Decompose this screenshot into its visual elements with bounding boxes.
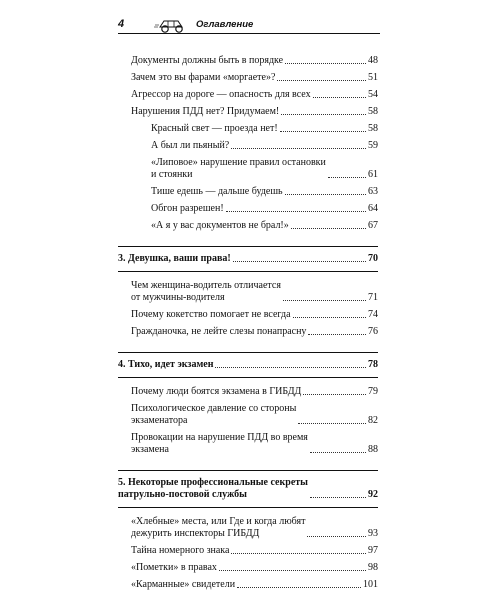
leader-dots — [231, 148, 366, 149]
entry-page-number: 58 — [368, 123, 378, 134]
toc-section-heading — [118, 359, 378, 371]
toc-entry — [118, 89, 378, 101]
leader-dots — [277, 80, 366, 81]
leader-dots — [285, 194, 366, 195]
car-icon — [154, 15, 194, 35]
toc-entry — [118, 203, 378, 215]
leader-dots — [233, 261, 366, 262]
leader-dots — [310, 497, 366, 498]
section-divider — [118, 246, 378, 247]
entry-page-number: 61 — [368, 169, 378, 180]
leader-dots — [281, 114, 366, 115]
leader-dots — [328, 177, 366, 178]
leader-dots — [280, 131, 366, 132]
entry-page-number: 48 — [368, 55, 378, 66]
entry-page-number: 98 — [368, 562, 378, 573]
entry-label: Нарушения ПДД нет? Придумаем! — [131, 106, 280, 117]
toc-entry — [118, 545, 378, 557]
leader-dots — [219, 570, 366, 571]
entry-label: Провокации на нарушение ПДД во время экзамена — [131, 432, 308, 455]
section-heading-rule — [118, 507, 378, 508]
entry-label: Обгон разрешен! — [151, 203, 224, 214]
leader-dots — [307, 536, 366, 537]
section-divider — [118, 352, 378, 353]
toc-entry — [118, 386, 378, 398]
toc-entry — [118, 186, 378, 198]
leader-dots — [293, 317, 366, 318]
entry-label: Зачем это вы фарами «моргаете»? — [131, 72, 276, 83]
toc-entry — [118, 280, 378, 304]
entry-page-number: 92 — [368, 489, 378, 500]
entry-page-number: 78 — [368, 359, 378, 370]
entry-page-number: 93 — [368, 528, 378, 539]
leader-dots — [308, 334, 366, 335]
table-of-contents — [118, 55, 378, 596]
leader-dots — [313, 97, 366, 98]
entry-page-number: 70 — [368, 253, 378, 264]
toc-entry — [118, 579, 378, 591]
header-rule — [118, 33, 380, 34]
entry-page-number: 59 — [368, 140, 378, 151]
toc-entry — [118, 140, 378, 152]
entry-label: Документы должны быть в порядке — [131, 55, 284, 66]
entry-label: «А я у вас документов не брал!» — [151, 220, 289, 231]
toc-entry — [118, 326, 378, 338]
toc-section-heading — [118, 253, 378, 265]
leader-dots — [298, 423, 366, 424]
entry-label: «Липовое» нарушение правил остановки и стоянки — [151, 157, 326, 180]
entry-page-number: 97 — [368, 545, 378, 556]
entry-label: 5. Некоторые профессиональные секреты патрульно-постовой службы — [118, 477, 308, 500]
toc-entry — [118, 157, 378, 181]
leader-dots — [215, 367, 366, 368]
entry-label: Гражданочка, не лейте слезы понапрасну — [131, 326, 307, 337]
leader-dots — [226, 211, 366, 212]
toc-entry — [118, 72, 378, 84]
leader-dots — [310, 452, 366, 453]
page-number: 4 — [118, 18, 125, 30]
leader-dots — [291, 228, 366, 229]
entry-label: «Пометки» в правах — [131, 562, 217, 573]
entry-label: Почему люди боятся экзамена в ГИБДД — [131, 386, 302, 397]
entry-label: 3. Девушка, ваши права! — [118, 253, 231, 264]
entry-label: Чем женщина-водитель отличается от мужчины-водителя — [131, 280, 281, 303]
toc-entry — [118, 432, 378, 456]
toc-entry — [118, 55, 378, 67]
entry-label: Психологическое давление со стороны экзаменатора — [131, 403, 297, 426]
header-title: Оглавление — [196, 19, 254, 30]
entry-page-number: 64 — [368, 203, 378, 214]
leader-dots — [237, 587, 361, 588]
entry-page-number: 76 — [368, 326, 378, 337]
entry-label: А был ли пьяный? — [151, 140, 230, 151]
toc-entry — [118, 309, 378, 321]
toc-entry — [118, 403, 378, 427]
toc-entry — [118, 220, 378, 232]
section-divider — [118, 470, 378, 471]
entry-page-number: 63 — [368, 186, 378, 197]
entry-page-number: 51 — [368, 72, 378, 83]
entry-label: Тише едешь — дальше будешь — [151, 186, 283, 197]
entry-label: Тайна номерного знака — [131, 545, 230, 556]
entry-page-number: 79 — [368, 386, 378, 397]
toc-entry — [118, 106, 378, 118]
entry-page-number: 82 — [368, 415, 378, 426]
section-heading-rule — [118, 377, 378, 378]
entry-page-number: 67 — [368, 220, 378, 231]
toc-section-heading — [118, 477, 378, 501]
entry-page-number: 54 — [368, 89, 378, 100]
entry-label: Красный свет — проезда нет! — [151, 123, 278, 134]
leader-dots — [231, 553, 366, 554]
leader-dots — [285, 63, 366, 64]
toc-entry — [118, 562, 378, 574]
page-header — [118, 18, 380, 42]
toc-entry — [118, 516, 378, 540]
entry-label: 4. Тихо, идет экзамен — [118, 359, 214, 370]
leader-dots — [283, 300, 366, 301]
entry-label: «Хлебные» места, или Где и когда любят дежурить инспекторы ГИБДД — [131, 516, 306, 539]
entry-page-number: 101 — [363, 579, 378, 590]
entry-page-number: 71 — [368, 292, 378, 303]
entry-page-number: 88 — [368, 444, 378, 455]
entry-label: «Карманные» свидетели — [131, 579, 236, 590]
entry-label: Агрессор на дороге — опасность для всех — [131, 89, 311, 100]
entry-page-number: 74 — [368, 309, 378, 320]
leader-dots — [303, 394, 366, 395]
entry-page-number: 58 — [368, 106, 378, 117]
toc-entry — [118, 123, 378, 135]
entry-label: Почему кокетство помогает не всегда — [131, 309, 291, 320]
section-heading-rule — [118, 271, 378, 272]
